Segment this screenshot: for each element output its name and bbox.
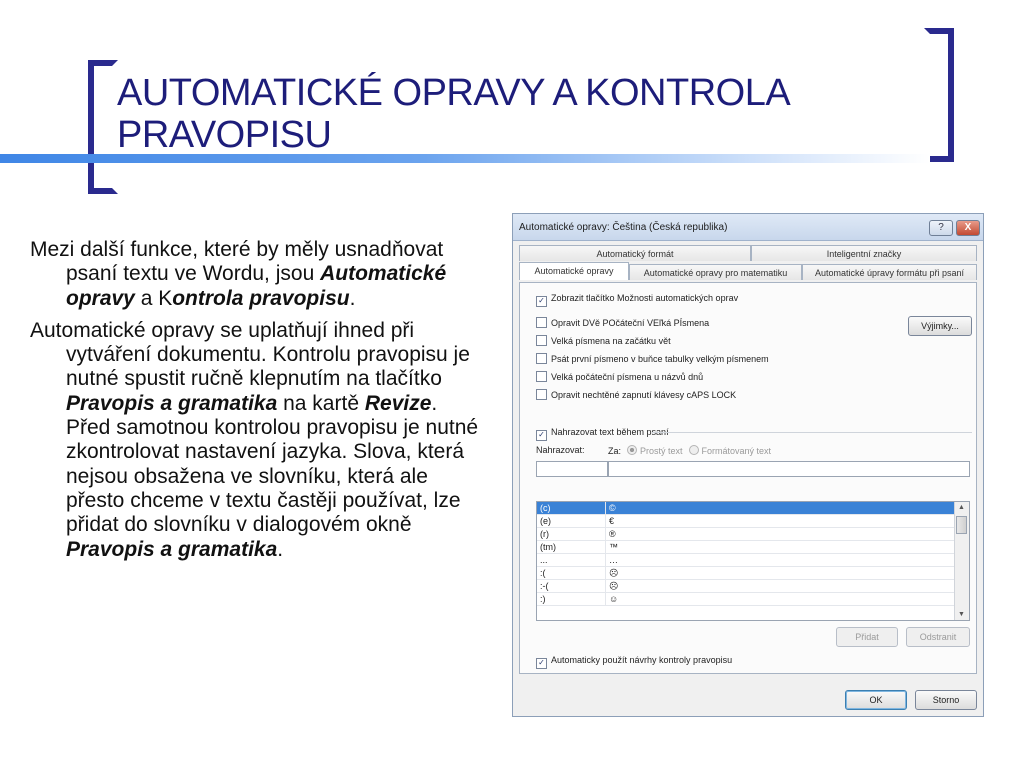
- tab-automaticke-opravy[interactable]: Automatické opravy: [519, 262, 629, 280]
- list-item-to: ®: [609, 529, 616, 539]
- list-item-to: ☺: [609, 594, 619, 604]
- with-group: [608, 445, 771, 456]
- option-day-caps-label: Velká počáteční písmena u názvů dnů: [551, 372, 704, 382]
- list-item[interactable]: [537, 554, 969, 567]
- option-sentence-caps[interactable]: [536, 335, 671, 346]
- paragraph-2-bold-3: Pravopis a gramatika: [66, 537, 278, 561]
- replace-input[interactable]: [536, 461, 608, 477]
- list-item[interactable]: [537, 567, 969, 580]
- column-separator: [605, 528, 606, 540]
- option-day-caps[interactable]: [536, 371, 703, 382]
- list-item-to: ☹: [609, 568, 619, 578]
- list-item-from: ...: [540, 555, 548, 565]
- list-item-from: (e): [540, 516, 551, 526]
- left-bracket-decoration: [88, 60, 118, 194]
- slide-body: [30, 238, 480, 570]
- list-item-to: ☹: [609, 581, 619, 591]
- list-item-to: ™: [609, 542, 618, 552]
- radio-plain-text[interactable]: [627, 445, 637, 455]
- paragraph-1-text-2: a K: [134, 286, 173, 310]
- with-label: Za:: [608, 446, 622, 456]
- paragraph-2-text-2: na kartě: [277, 391, 365, 415]
- paragraph-2: [30, 319, 480, 562]
- slide-title: AUTOMATICKÉ OPRAVY A KONTROLA PRAVOPISU: [117, 72, 789, 156]
- group-divider: [652, 432, 972, 433]
- checkbox[interactable]: [536, 335, 547, 346]
- paragraph-2-bold-1: Pravopis a gramatika: [66, 391, 278, 415]
- option-two-caps[interactable]: [536, 317, 709, 328]
- paragraph-1-text-3: .: [349, 286, 356, 310]
- delete-button[interactable]: Odstranit: [906, 627, 970, 647]
- list-item-from: :(: [540, 568, 546, 578]
- autocorrect-list[interactable]: [536, 501, 970, 621]
- tab-panel: [519, 282, 977, 674]
- checkbox-checked[interactable]: ✓: [536, 658, 547, 669]
- autocorrect-dialog: [512, 213, 984, 717]
- option-replace[interactable]: [536, 427, 669, 441]
- tab-uprava-formatu[interactable]: Automatické úpravy formátu při psaní: [802, 264, 977, 280]
- list-item-from: :): [540, 594, 546, 604]
- paragraph-2-text-3: . Před samotnou kontrolou pravopisu je nutné zkontrolovat nastavení jazyka. Slova, která nejsou obsažena ve slovníku, která ale přesto chceme v textu častěji používat, lze přidat do slovníku v dialogovém okně: [66, 391, 479, 537]
- dialog-title: Automatické opravy: Čeština (Česká republika): [519, 222, 728, 233]
- option-caps-lock[interactable]: [536, 389, 736, 400]
- option-sentence-caps-label: Velká písmena na začátku vět: [551, 336, 671, 346]
- scrollbar-thumb[interactable]: [956, 516, 967, 534]
- exceptions-button[interactable]: Výjimky...: [908, 316, 972, 336]
- radio-formatted-text[interactable]: [689, 445, 699, 455]
- checkbox[interactable]: [536, 371, 547, 382]
- tab-opravy-matematika[interactable]: Automatické opravy pro matematiku: [629, 264, 802, 280]
- ok-button[interactable]: OK: [845, 690, 907, 710]
- list-item[interactable]: [537, 593, 969, 606]
- paragraph-2-text-4: .: [277, 537, 284, 561]
- help-button[interactable]: ?: [929, 220, 953, 236]
- checkbox[interactable]: [536, 317, 547, 328]
- column-separator: [605, 593, 606, 605]
- paragraph-1-bold-1: Automatické opravy: [66, 262, 447, 310]
- list-item[interactable]: [537, 580, 969, 593]
- paragraph-1: [30, 238, 480, 311]
- list-item-to: …: [609, 555, 618, 565]
- scroll-up-icon[interactable]: ▲: [958, 504, 965, 511]
- with-input[interactable]: [608, 461, 970, 477]
- option-show-button-label: Zobrazit tlačítko Možnosti automatických oprav: [551, 293, 739, 303]
- paragraph-1-text-1: Mezi další funkce, které by měly usnadňovat psaní textu ve Wordu, jsou: [30, 238, 444, 286]
- option-auto-suggest-label: Automaticky použít návrhy kontroly pravopisu: [551, 655, 733, 665]
- add-button[interactable]: Přidat: [836, 627, 898, 647]
- option-table-caps[interactable]: [536, 353, 769, 364]
- list-item-to: €: [609, 516, 615, 526]
- scroll-down-icon[interactable]: ▼: [958, 611, 965, 618]
- cancel-button[interactable]: Storno: [915, 690, 977, 710]
- option-two-caps-label: Opravit DVě POčáteční VEľká PÍsmena: [551, 318, 710, 328]
- option-caps-lock-label: Opravit nechtěné zapnutí klávesy cAPS LOCK: [551, 390, 737, 400]
- list-item-from: :-(: [540, 581, 549, 591]
- column-separator: [605, 580, 606, 592]
- list-item[interactable]: [537, 528, 969, 541]
- checkbox-checked[interactable]: ✓: [536, 296, 547, 307]
- checkbox[interactable]: [536, 353, 547, 364]
- checkbox[interactable]: [536, 389, 547, 400]
- list-item-from: (c): [540, 503, 551, 513]
- option-auto-suggest[interactable]: [536, 655, 732, 669]
- list-item-to: ©: [609, 503, 616, 513]
- plain-text-label: Prostý text: [640, 446, 683, 456]
- option-table-caps-label: Psát první písmeno v buňce tabulky velkým písmenem: [551, 354, 769, 364]
- column-separator: [605, 541, 606, 553]
- paragraph-2-text-1: Automatické opravy se uplatňují ihned při vytváření dokumentu. Kontrolu pravopisu je nutné spustit ručně klepnutím na tlačítko: [30, 318, 470, 391]
- formatted-text-label: Formátovaný text: [701, 446, 772, 456]
- list-item-from: (tm): [540, 542, 556, 552]
- column-separator: [605, 567, 606, 579]
- dialog-titlebar[interactable]: [513, 214, 983, 241]
- list-item[interactable]: [537, 515, 969, 528]
- list-item-from: (r): [540, 529, 549, 539]
- close-button[interactable]: X: [956, 220, 980, 236]
- checkbox-checked[interactable]: ✓: [536, 430, 547, 441]
- list-item[interactable]: [537, 502, 969, 515]
- option-replace-label: Nahrazovat text během psaní: [551, 427, 669, 437]
- column-separator: [605, 515, 606, 527]
- tab-inteligentni-znacky[interactable]: Inteligentní značky: [751, 245, 977, 261]
- replace-label: Nahrazovat:: [536, 445, 585, 455]
- list-scrollbar[interactable]: [954, 502, 969, 620]
- paragraph-2-bold-2: Revize: [364, 391, 432, 415]
- column-separator: [605, 502, 606, 514]
- right-bracket-decoration: [924, 28, 954, 162]
- list-item[interactable]: [537, 541, 969, 554]
- tab-automaticky-format[interactable]: Automatický formát: [519, 245, 751, 261]
- paragraph-1-bold-2: ontrola pravopisu: [172, 286, 350, 310]
- option-show-button[interactable]: [536, 293, 738, 307]
- column-separator: [605, 554, 606, 566]
